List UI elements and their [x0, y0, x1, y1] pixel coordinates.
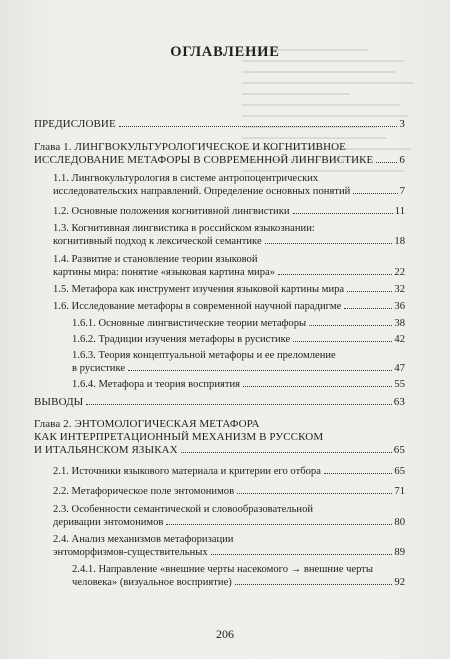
toc-entry-line: 2.3. Особенности семантической и словообразовательной: [53, 504, 314, 515]
leader-dots: [119, 126, 398, 127]
toc-entry-line: Глава 2. ЭНТОМОЛОГИЧЕСКАЯ МЕТАФОРА: [34, 418, 260, 430]
toc-entry-chapter-1: [34, 141, 405, 167]
toc-page-number: 6: [399, 154, 405, 166]
toc-entry-text: 1.5. Метафора как инструмент изучения языковой картины мира: [53, 284, 345, 295]
toc-page-number: 18: [394, 236, 405, 247]
toc-entry-text: 2.1. Источники языкового материала и критерии его отбора: [53, 466, 321, 477]
toc-page-number: 11: [394, 206, 405, 217]
toc-page-number: 47: [394, 363, 405, 374]
toc-page-number: 42: [394, 334, 405, 345]
toc-page-number: 36: [394, 301, 405, 312]
toc-entry-text: в русистике: [72, 363, 126, 374]
leader-dots: [309, 325, 392, 326]
toc-entry-text: 1.6.1. Основные лингвистические теории метафоры: [72, 318, 307, 329]
toc-page-number: 3: [399, 118, 405, 130]
toc-page-number: 55: [394, 379, 405, 390]
toc-page-number: 7: [399, 186, 405, 197]
toc-entry-1-4: [53, 253, 405, 279]
toc-entry-text: 1.2. Основные положения когнитивной лингвистики: [53, 206, 290, 217]
toc-entry-line: 2.4.1. Направление «внешние черты насекомого → внешние черты: [72, 564, 374, 575]
toc-entry-text: 1.6. Исследование метафоры в современной научной парадигме: [53, 301, 342, 312]
toc-entry-2-3: [53, 503, 405, 529]
leader-dots: [265, 243, 393, 244]
toc-page-number: 80: [394, 517, 405, 528]
toc-page-number: 63: [393, 396, 405, 408]
page-title: ОГЛАВЛЕНИЕ: [170, 44, 280, 60]
toc-entry-1-2: [53, 205, 405, 218]
toc-entry-text: ИССЛЕДОВАНИЕ МЕТАФОРЫ В СОВРЕМЕННОЙ ЛИНГВИСТИКЕ: [34, 154, 374, 166]
toc-entry-1-6-3: [72, 349, 405, 375]
leader-dots: [235, 584, 393, 585]
leader-dots: [293, 213, 393, 214]
toc-entry-line: 1.1. Лингвокультурология в системе антропоцентрических: [53, 173, 319, 184]
leader-dots: [166, 524, 392, 525]
toc-entry-text: картины мира: понятие «языковая картина мира»: [53, 267, 275, 278]
toc-entry-text: человека» (визуальное восприятие): [72, 577, 232, 588]
leader-dots: [376, 162, 397, 163]
toc-page-number: 38: [394, 318, 405, 329]
leader-dots: [86, 404, 391, 405]
toc-entry-text: когнитивный подход к лексической семантике: [53, 236, 262, 247]
leader-dots: [353, 193, 397, 194]
toc-entry-preface: [34, 118, 405, 131]
toc-entry-text: 1.6.2. Традиции изучения метафоры в русистике: [72, 334, 291, 345]
toc-entry-text: ВЫВОДЫ: [34, 396, 84, 408]
toc-entry-chapter-2: [34, 418, 405, 457]
toc-entry-text: энтоморфизмов-существительных: [53, 547, 208, 558]
toc-entry-1-6-1: [72, 317, 405, 330]
leader-dots: [293, 341, 392, 342]
leader-dots: [181, 452, 392, 453]
toc-entry-2-2: [53, 485, 405, 498]
toc-entry-2-4: [53, 533, 405, 559]
leader-dots: [211, 554, 393, 555]
toc-entry-line: Глава 1. ЛИНГВОКУЛЬТУРОЛОГИЧЕСКОЕ И КОГНИТИВНОЕ: [34, 141, 346, 153]
toc-entry-line: 1.3. Когнитивная лингвистика в российском языкознании:: [53, 223, 315, 234]
leader-dots: [278, 274, 392, 275]
leader-dots: [128, 370, 392, 371]
toc-entry-line: КАК ИНТЕРПРЕТАЦИОННЫЙ МЕХАНИЗМ В РУССКОМ: [34, 431, 324, 443]
toc-entry-conclusions: [34, 396, 405, 409]
toc-entry-line: 1.6.3. Теория концептуальной метафоры и ее преломление: [72, 350, 336, 361]
toc-page-number: 71: [394, 486, 405, 497]
page-number: 206: [216, 627, 234, 641]
leader-dots: [344, 308, 392, 309]
toc-entry-line: 2.4. Анализ механизмов метафоризации: [53, 534, 234, 545]
toc-entry-2-1: [53, 465, 405, 478]
toc-entry-text: 2.2. Метафорическое поле энтомонимов: [53, 486, 235, 497]
toc-page-number: 89: [394, 547, 405, 558]
toc-page-number: 32: [394, 284, 405, 295]
toc-entry-text: деривации энтомонимов: [53, 517, 164, 528]
leader-dots: [347, 291, 392, 292]
toc-page-number: 65: [394, 466, 405, 477]
toc-entry-2-4-1: [72, 563, 405, 589]
leader-dots: [324, 473, 393, 474]
toc-entry-1-3: [53, 222, 405, 248]
toc-entry-1-6: [53, 300, 405, 313]
toc-entry-text: исследовательских направлений. Определение основных понятий: [53, 186, 351, 197]
toc-entry-text: 1.6.4. Метафора и теория восприятия: [72, 379, 241, 390]
toc-entry-1-1: [53, 172, 405, 198]
toc-entry-1-5: [53, 283, 405, 296]
leader-dots: [243, 386, 392, 387]
toc-page-number: 92: [394, 577, 405, 588]
toc-entry-line: 1.4. Развитие и становление теории языковой: [53, 254, 258, 265]
toc-entry-text: И ИТАЛЬЯНСКОМ ЯЗЫКАХ: [34, 444, 178, 456]
toc-entry-text: ПРЕДИСЛОВИЕ: [34, 118, 116, 130]
toc-page-number: 65: [393, 444, 405, 456]
toc-entry-1-6-4: [72, 378, 405, 391]
leader-dots: [237, 493, 392, 494]
toc-page-number: 22: [394, 267, 405, 278]
toc-entry-1-6-2: [72, 333, 405, 346]
